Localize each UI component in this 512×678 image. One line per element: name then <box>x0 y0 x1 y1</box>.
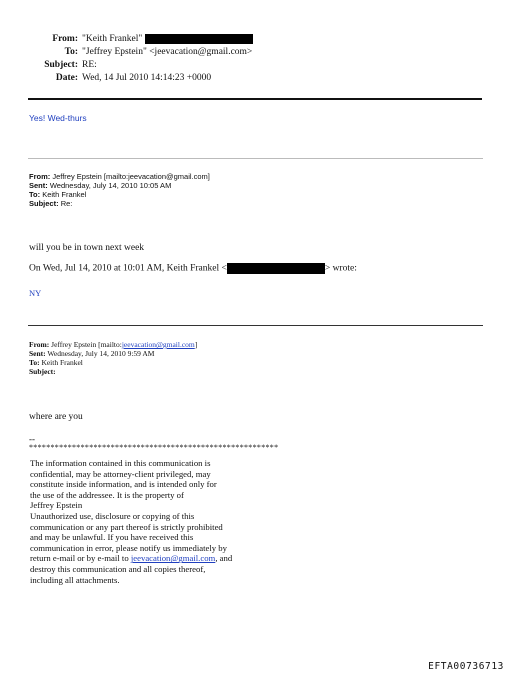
quoted-header-1 <box>29 172 210 208</box>
q1-sent-value: Wednesday, July 14, 2010 10:05 AM <box>49 181 172 190</box>
message-1-body: will you be in town next week <box>29 243 145 253</box>
quote-divider-1 <box>28 158 483 159</box>
q2-subject-label: Subject: <box>29 367 56 376</box>
header-to-label: To: <box>64 47 78 57</box>
on-wrote-line <box>29 263 357 274</box>
q1-from-label: From: <box>29 172 51 181</box>
signature-dashes: -- <box>29 434 35 444</box>
disclaimer-email-link[interactable]: jeevacation@gmail.com <box>130 553 216 564</box>
q1-sent-label: Sent: <box>29 181 48 190</box>
disclaimer-line: the use of the addressee. It is the property of <box>30 489 184 500</box>
header-from-label: From: <box>52 34 78 45</box>
header-date-value: Wed, 14 Jul 2010 14:14:23 +0000 <box>82 73 212 83</box>
header-date-label: Date: <box>55 73 78 83</box>
q1-to-value: Keith Frankel <box>42 190 87 199</box>
disclaimer-line: Jeffrey Epstein <box>30 500 83 511</box>
disclaimer-line: destroy this communication and all copies thereof, <box>30 563 206 574</box>
q1-subject-value: Re: <box>60 199 73 208</box>
bates-number: EFTA00736713 <box>428 661 504 672</box>
header-from-value: "Keith Frankel" <box>82 34 143 45</box>
q2-from-suffix: ] <box>194 340 198 349</box>
quoted-header-2 <box>29 340 197 376</box>
q1-subject-label: Subject: <box>29 199 59 208</box>
header-from-row <box>0 34 253 44</box>
on-wrote-prefix: On Wed, Jul 14, 2010 at 10:01 AM, Keith Frankel < <box>29 263 227 274</box>
q2-email-link[interactable]: jeevacation@gmail.com <box>121 340 195 349</box>
reply-body: Yes! Wed-thurs <box>29 113 87 123</box>
confidentiality-disclaimer <box>30 458 232 585</box>
header-subject-label: Subject: <box>44 60 78 70</box>
q2-from-label: From: <box>29 340 50 349</box>
disclaimer-line: communication or any part thereof is strictly prohibited <box>30 521 223 532</box>
redaction-bar <box>145 34 253 44</box>
q1-from-value: Jeffrey Epstein [mailto:jeevacation@gmail.com] <box>52 172 210 181</box>
disclaimer-line: confidential, may be attorney-client privileged, may <box>30 468 211 479</box>
header-to-value: "Jeffrey Epstein" <jeevacation@gmail.com> <box>82 47 253 57</box>
header-subject-row <box>0 60 97 70</box>
signature-stars: ********************************************************** <box>29 443 279 452</box>
message-2-body: where are you <box>29 412 83 422</box>
disclaimer-line: The information contained in this communication is <box>30 458 211 468</box>
disclaimer-line: communication in error, please notify us immediately by <box>30 542 227 553</box>
quote-divider-2 <box>28 325 483 326</box>
disclaimer-l10-suffix: , and <box>215 553 233 564</box>
header-divider <box>28 98 482 100</box>
q2-from-prefix: Jeffrey Epstein [mailto: <box>51 340 122 349</box>
disclaimer-line: Unauthorized use, disclosure or copying of this <box>30 510 195 521</box>
redaction-bar <box>227 263 325 274</box>
disclaimer-line: including all attachments. <box>30 574 120 585</box>
header-subject-value: RE: <box>82 60 97 70</box>
disclaimer-line: and may be unlawful. If you have received this <box>30 532 194 543</box>
disclaimer-l10-prefix: return e-mail or by e-mail to <box>30 553 131 564</box>
disclaimer-line: constitute inside information, and is intended only for <box>30 479 217 490</box>
q2-to-value: Keith Frankel <box>41 358 83 367</box>
q2-sent-label: Sent: <box>29 349 46 358</box>
header-date-row <box>0 73 211 83</box>
header-to-row <box>0 47 252 57</box>
ny-text: NY <box>29 288 42 298</box>
q2-sent-value: Wednesday, July 14, 2010 9:59 AM <box>47 349 155 358</box>
q2-to-label: To: <box>29 358 40 367</box>
on-wrote-suffix: > wrote: <box>324 263 357 274</box>
q1-to-label: To: <box>29 190 41 199</box>
disclaimer-line <box>30 553 232 564</box>
